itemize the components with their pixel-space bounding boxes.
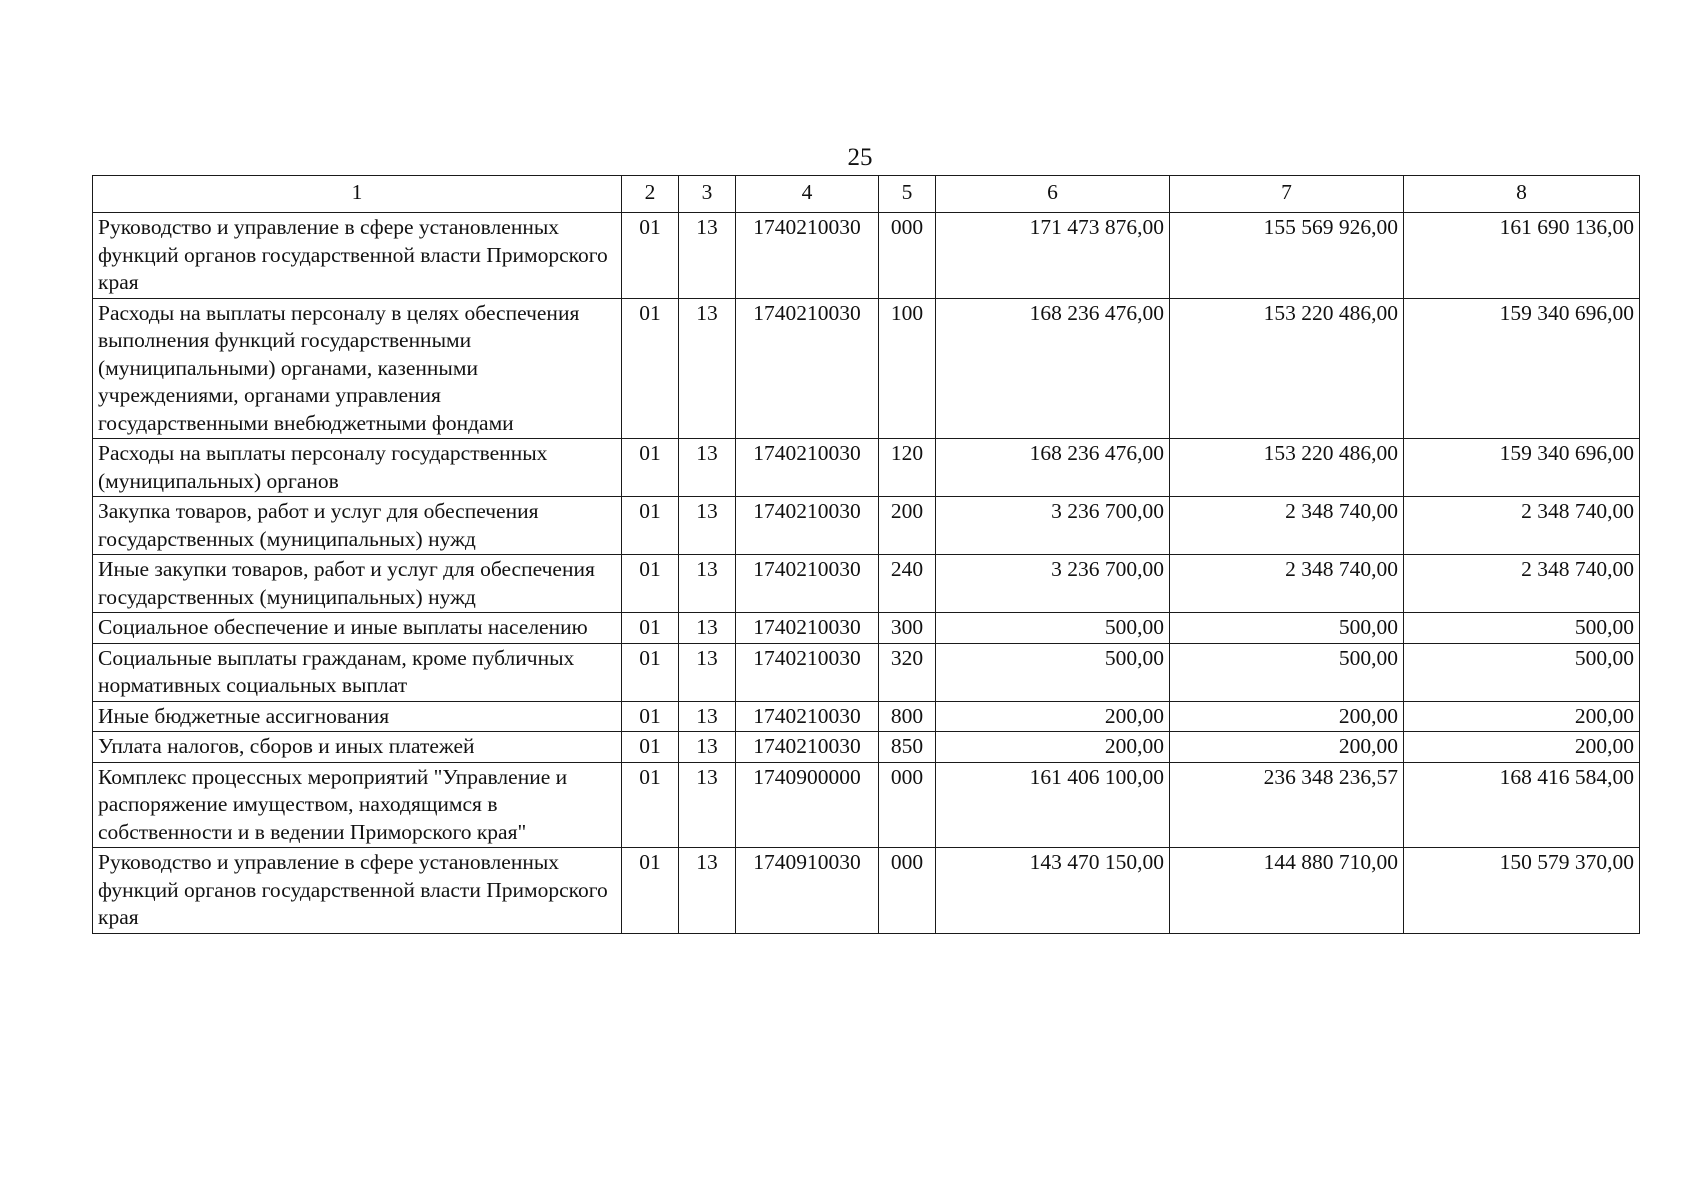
row-subsection: 13 (679, 762, 736, 848)
row-target-code: 1740210030 (736, 497, 879, 555)
row-section: 01 (622, 213, 679, 299)
row-amount-col6: 500,00 (936, 643, 1170, 701)
header-col-8: 8 (1404, 176, 1640, 213)
row-subsection: 13 (679, 439, 736, 497)
row-amount-col7: 500,00 (1170, 643, 1404, 701)
row-section: 01 (622, 762, 679, 848)
row-name: Расходы на выплаты персоналу государственных (муниципальных) органов (93, 439, 622, 497)
row-amount-col7: 153 220 486,00 (1170, 298, 1404, 439)
row-amount-col6: 161 406 100,00 (936, 762, 1170, 848)
table-row (93, 613, 1640, 644)
row-amount-col7: 153 220 486,00 (1170, 439, 1404, 497)
row-amount-col8: 2 348 740,00 (1404, 497, 1640, 555)
row-amount-col7: 500,00 (1170, 613, 1404, 644)
row-name: Иные бюджетные ассигнования (93, 701, 622, 732)
header-col-1: 1 (93, 176, 622, 213)
row-amount-col7: 2 348 740,00 (1170, 555, 1404, 613)
row-subsection: 13 (679, 613, 736, 644)
row-expense-type: 000 (879, 848, 936, 934)
row-name: Расходы на выплаты персоналу в целях обеспечения выполнения функций государственными (муниципальными) органами, казенными учреждениями, органами управления государственными внебюджетными фондами (93, 298, 622, 439)
table-body (93, 213, 1640, 934)
row-section: 01 (622, 732, 679, 763)
row-section: 01 (622, 555, 679, 613)
row-expense-type: 200 (879, 497, 936, 555)
row-amount-col6: 143 470 150,00 (936, 848, 1170, 934)
row-subsection: 13 (679, 497, 736, 555)
table-row (93, 298, 1640, 439)
row-amount-col7: 236 348 236,57 (1170, 762, 1404, 848)
row-section: 01 (622, 497, 679, 555)
row-target-code: 1740210030 (736, 439, 879, 497)
table-header (93, 176, 1640, 213)
row-amount-col8: 159 340 696,00 (1404, 439, 1640, 497)
row-name: Закупка товаров, работ и услуг для обеспечения государственных (муниципальных) нужд (93, 497, 622, 555)
row-subsection: 13 (679, 732, 736, 763)
row-subsection: 13 (679, 643, 736, 701)
row-amount-col8: 168 416 584,00 (1404, 762, 1640, 848)
row-expense-type: 320 (879, 643, 936, 701)
table-row (93, 701, 1640, 732)
row-expense-type: 300 (879, 613, 936, 644)
row-target-code: 1740210030 (736, 643, 879, 701)
row-amount-col7: 200,00 (1170, 732, 1404, 763)
row-name: Уплата налогов, сборов и иных платежей (93, 732, 622, 763)
row-amount-col6: 500,00 (936, 613, 1170, 644)
budget-table (92, 175, 1640, 934)
header-col-3: 3 (679, 176, 736, 213)
row-amount-col8: 500,00 (1404, 613, 1640, 644)
row-amount-col6: 171 473 876,00 (936, 213, 1170, 299)
table-row (93, 732, 1640, 763)
row-amount-col6: 168 236 476,00 (936, 298, 1170, 439)
row-amount-col6: 200,00 (936, 701, 1170, 732)
row-expense-type: 100 (879, 298, 936, 439)
row-amount-col8: 161 690 136,00 (1404, 213, 1640, 299)
row-target-code: 1740210030 (736, 613, 879, 644)
row-amount-col7: 144 880 710,00 (1170, 848, 1404, 934)
row-amount-col6: 3 236 700,00 (936, 497, 1170, 555)
row-name: Иные закупки товаров, работ и услуг для обеспечения государственных (муниципальных) нужд (93, 555, 622, 613)
row-expense-type: 120 (879, 439, 936, 497)
row-target-code: 1740900000 (736, 762, 879, 848)
row-amount-col8: 150 579 370,00 (1404, 848, 1640, 934)
row-amount-col8: 200,00 (1404, 732, 1640, 763)
row-amount-col7: 155 569 926,00 (1170, 213, 1404, 299)
header-col-5: 5 (879, 176, 936, 213)
row-name: Руководство и управление в сфере установленных функций органов государственной власти Приморского края (93, 848, 622, 934)
row-section: 01 (622, 643, 679, 701)
row-section: 01 (622, 298, 679, 439)
row-subsection: 13 (679, 555, 736, 613)
header-col-6: 6 (936, 176, 1170, 213)
row-name: Социальное обеспечение и иные выплаты населению (93, 613, 622, 644)
row-expense-type: 240 (879, 555, 936, 613)
row-amount-col7: 200,00 (1170, 701, 1404, 732)
table-row (93, 213, 1640, 299)
row-expense-type: 800 (879, 701, 936, 732)
row-target-code: 1740210030 (736, 701, 879, 732)
row-amount-col7: 2 348 740,00 (1170, 497, 1404, 555)
table-row (93, 497, 1640, 555)
row-section: 01 (622, 613, 679, 644)
row-amount-col8: 2 348 740,00 (1404, 555, 1640, 613)
row-subsection: 13 (679, 298, 736, 439)
table-row (93, 643, 1640, 701)
table-row (93, 439, 1640, 497)
header-row (93, 176, 1640, 213)
row-subsection: 13 (679, 213, 736, 299)
row-name: Социальные выплаты гражданам, кроме публичных нормативных социальных выплат (93, 643, 622, 701)
row-amount-col8: 200,00 (1404, 701, 1640, 732)
row-section: 01 (622, 439, 679, 497)
header-col-4: 4 (736, 176, 879, 213)
row-target-code: 1740910030 (736, 848, 879, 934)
header-col-7: 7 (1170, 176, 1404, 213)
row-subsection: 13 (679, 701, 736, 732)
table-row (93, 848, 1640, 934)
row-expense-type: 000 (879, 213, 936, 299)
row-amount-col6: 3 236 700,00 (936, 555, 1170, 613)
row-target-code: 1740210030 (736, 732, 879, 763)
row-name: Комплекс процессных мероприятий "Управление и распоряжение имуществом, находящимся в собственности и в ведении Приморского края" (93, 762, 622, 848)
row-amount-col8: 159 340 696,00 (1404, 298, 1640, 439)
row-amount-col6: 168 236 476,00 (936, 439, 1170, 497)
row-expense-type: 000 (879, 762, 936, 848)
row-target-code: 1740210030 (736, 555, 879, 613)
row-name: Руководство и управление в сфере установленных функций органов государственной власти Приморского края (93, 213, 622, 299)
row-amount-col8: 500,00 (1404, 643, 1640, 701)
row-subsection: 13 (679, 848, 736, 934)
row-target-code: 1740210030 (736, 298, 879, 439)
row-target-code: 1740210030 (736, 213, 879, 299)
page-number: 25 (847, 144, 873, 171)
row-section: 01 (622, 848, 679, 934)
header-col-2: 2 (622, 176, 679, 213)
row-expense-type: 850 (879, 732, 936, 763)
table-row (93, 762, 1640, 848)
row-section: 01 (622, 701, 679, 732)
row-amount-col6: 200,00 (936, 732, 1170, 763)
table-row (93, 555, 1640, 613)
